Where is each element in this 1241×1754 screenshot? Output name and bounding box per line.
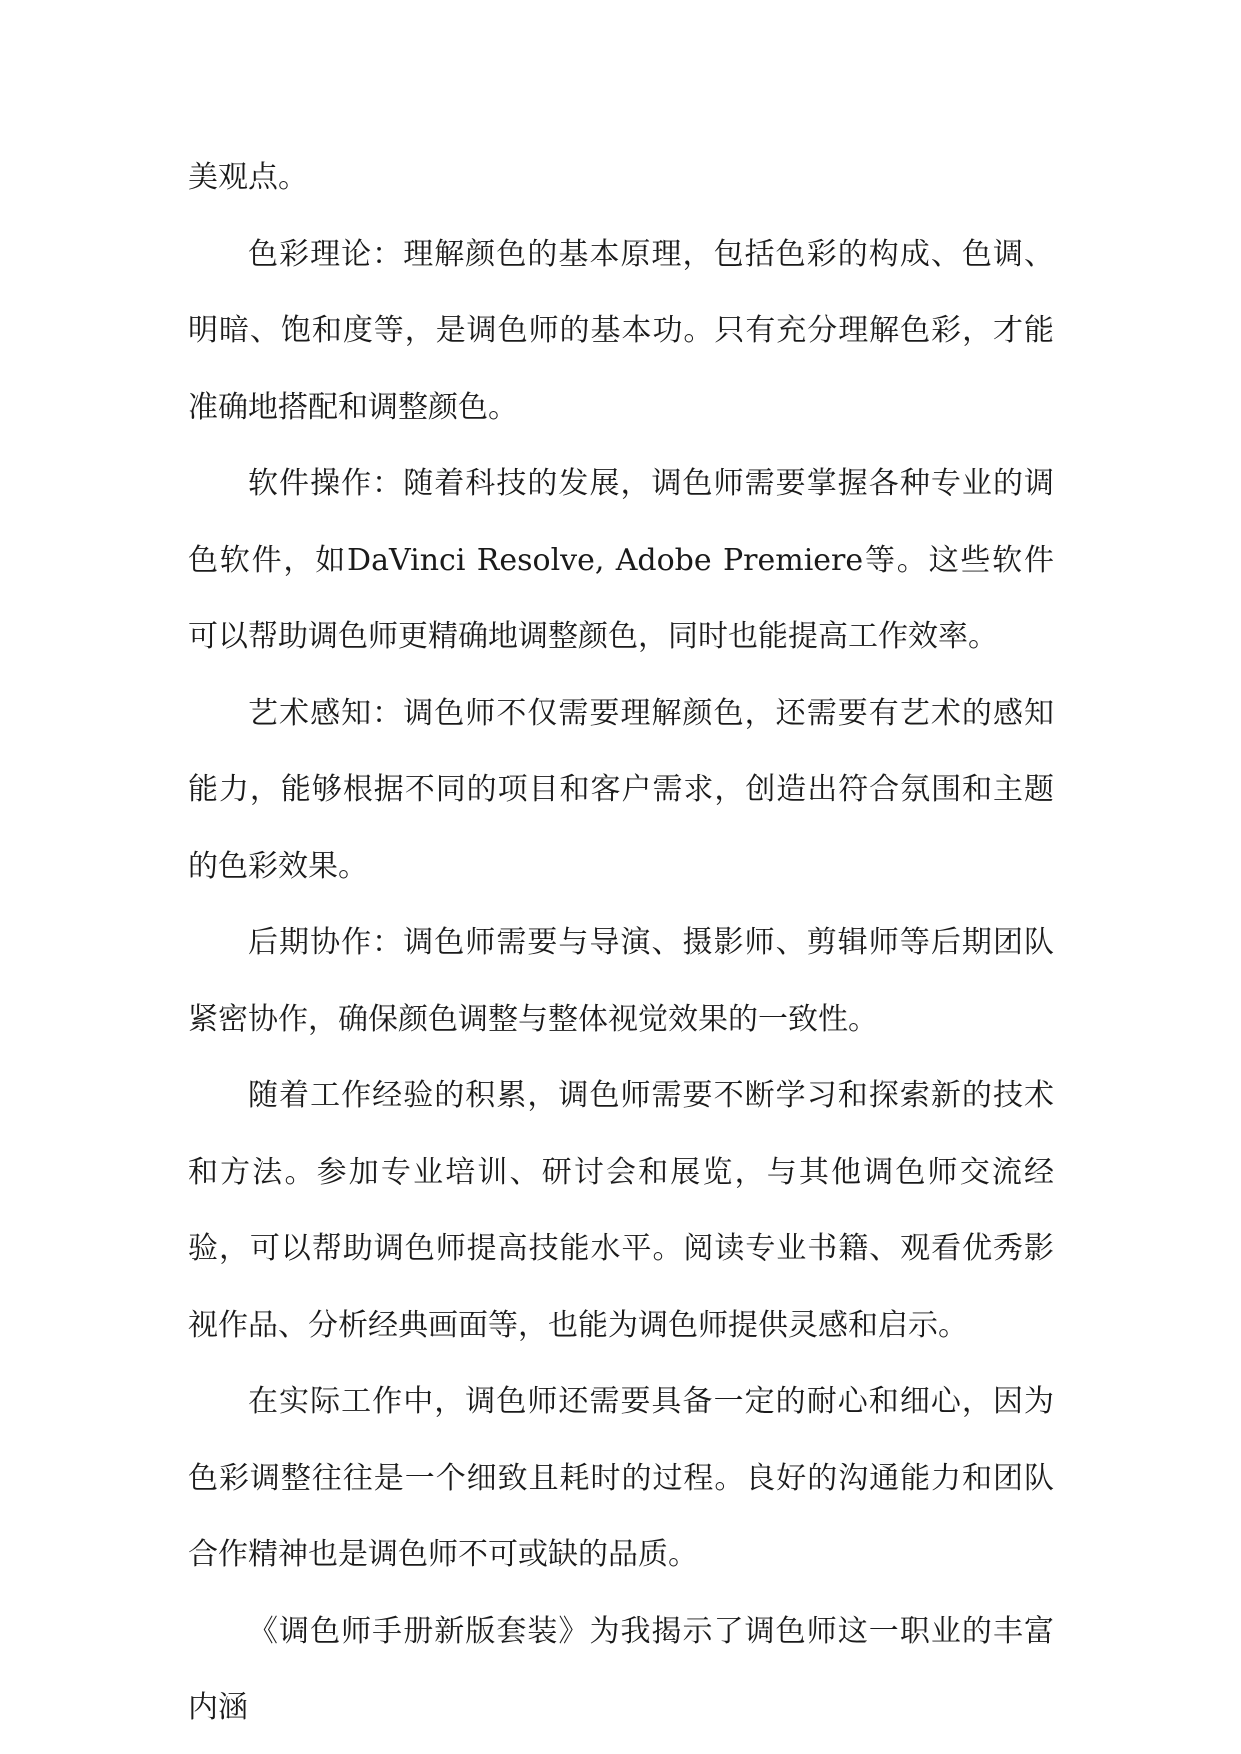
paragraph-artistic-perception: 艺术感知：调色师不仅需要理解颜色，还需要有艺术的感知能力，能够根据不同的项目和客户需求，创造出符合氛围和主题的色彩效果。 xyxy=(188,695,1054,884)
paragraph-book-reflection: 《调色师手册新版套装》为我揭示了调色师这一职业的丰富内涵 xyxy=(188,1613,1054,1725)
paragraph-continuous-learning: 随着工作经验的积累，调色师需要不断学习和探索新的技术和方法。参加专业培训、研讨会和展览，与其他调色师交流经验，可以帮助调色师提高技能水平。阅读专业书籍、观看优秀影视作品、分析经典画面等，也能为调色师提供灵感和启示。 xyxy=(188,1078,1054,1343)
paragraph-post-collaboration: 后期协作：调色师需要与导演、摄影师、剪辑师等后期团队紧密协作，确保颜色调整与整体视觉效果的一致性。 xyxy=(188,925,1054,1037)
document-body xyxy=(188,140,1054,1747)
paragraph-software-operation: 软件操作：随着科技的发展，调色师需要掌握各种专业的调色软件，如DaVinci Resolve, Adobe Premiere等。这些软件可以帮助调色师更精确地调整颜色，同时也能提高工作效率。 xyxy=(188,466,1054,654)
paragraph-continuation: 美观点。 xyxy=(188,160,308,195)
paragraph-color-theory: 色彩理论：理解颜色的基本原理，包括色彩的构成、色调、明暗、饱和度等，是调色师的基本功。只有充分理解色彩，才能准确地搭配和调整颜色。 xyxy=(188,236,1054,425)
paragraph-patience-and-care: 在实际工作中，调色师还需要具备一定的耐心和细心，因为色彩调整往往是一个细致且耗时的过程。良好的沟通能力和团队合作精神也是调色师不可或缺的品质。 xyxy=(188,1384,1054,1572)
